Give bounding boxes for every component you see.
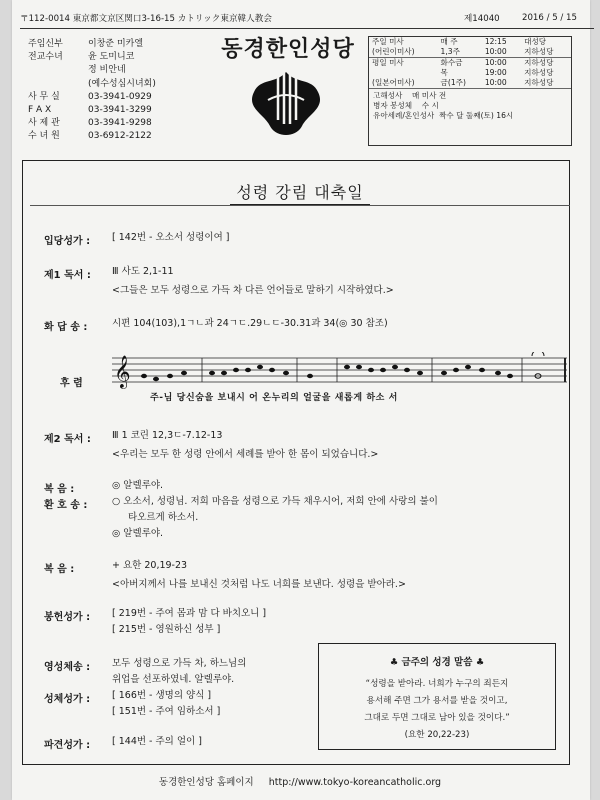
offertory-hymn-2: [ 215번 - 영원하신 성부 ] — [112, 624, 221, 635]
scripture-line: “성령을 받아라. 너희가 누구의 죄든지 — [365, 679, 509, 689]
alleluia-text: ◎ 알렐루야. — [112, 480, 164, 491]
scripture-reference: (요한 20,22-23) — [404, 730, 470, 740]
mass-table: 주일 미사 매 주 12:15 대성당 (어린이미사) 1,3주 10:00 지하성당 평일 미사 화수금 10:00 지하성당 목 19:00 지하성당 (일본어미사) 금(1주) 10:00 지하성당 — [369, 37, 571, 88]
staff-row: 전교수녀 윤 도미니코 — [28, 52, 135, 63]
issue-number: 제14040 — [464, 14, 500, 24]
staff-row: 사 무 실 03-3941-0929 — [28, 91, 152, 102]
acclamation-line1: ○ 오소서, 성령님. 저희 마음을 성령으로 가득 채우시어, 저희 안에 사랑의 불이 — [112, 496, 438, 507]
first-reading-label: 제1 독서 : — [44, 270, 91, 281]
gospel-ref: + 요한 20,19-23 — [112, 560, 188, 571]
offertory-hymn-1: [ 219번 - 주여 몸과 맘 다 바치오니 ] — [112, 608, 267, 619]
offertory-label: 봉헌성가 : — [44, 612, 91, 623]
staff-row: 주임신부 이창준 미카엘 — [28, 39, 144, 49]
svg-text:𝄞: 𝄞 — [114, 355, 131, 388]
communion-hymn-label: 성체성가 : — [44, 694, 91, 705]
staff-row: 수 녀 원 03-6912-2122 — [28, 131, 152, 142]
gospel-label: 복 음 : — [44, 564, 75, 575]
church-logo-icon — [238, 64, 334, 144]
communion-hymn-2: [ 151번 - 주여 임하소서 ] — [112, 706, 221, 717]
alleluia-label: 복 음 : — [44, 484, 75, 495]
second-reading-ref: Ⅲ 1 코린 12,3ㄷ-7.12-13 — [112, 430, 223, 441]
staff-row: 정 비안네 — [88, 65, 126, 76]
church-address: 〒112-0014 東京都文京区関口3-16-15 カトリック東京韓人教会 — [20, 14, 272, 24]
refrain-label: 후 렴 — [60, 378, 83, 389]
homepage-link[interactable]: http://www.tokyo-koreancatholic.org — [268, 777, 442, 788]
first-reading-ref: Ⅲ 사도 2,1-11 — [112, 266, 174, 277]
sacrament-info: 고해성사 매 미사 전 병자 봉성체 수 시 유아세례/혼인성사 짝수 달 둘째(토) 16시 — [369, 88, 571, 123]
title-rule — [30, 205, 570, 206]
second-reading-summary: <우리는 모두 한 성령 안에서 세례를 받아 한 몸이 되었습니다.> — [112, 449, 379, 460]
footer-label: 동경한인성당 홈페이지 — [158, 777, 254, 788]
acclamation-label: 환 호 송 : — [44, 500, 88, 511]
feast-title: 성령 강림 대축일 — [0, 180, 600, 203]
communion-antiphon-line2: 위업을 선포하였네. 알렐루야. — [112, 674, 235, 685]
staff-directory — [28, 38, 198, 144]
weekly-scripture-title: ♣ 금주의 성경 말씀 ♣ — [389, 657, 485, 668]
gospel-summary: <아버지께서 나를 보내신 것처럼 나도 너희를 보낸다. 성령을 받아라.> — [112, 579, 406, 590]
mass-schedule-box — [368, 36, 572, 146]
issue-date: 2016 / 5 / 15 — [522, 13, 577, 23]
weekly-scripture-box — [318, 643, 556, 750]
first-reading-summary: <그들은 모두 성령으로 가득 차 다른 언어들로 말하기 시작하였다.> — [112, 285, 394, 296]
psalm-text: 시편 104(103),1ㄱㄴ과 24ㄱㄷ.29ㄴㄷ-30.31과 34(◎ 30 참조) — [112, 318, 388, 329]
scripture-line: 그대로 두면 그대로 남아 있을 것이다.” — [364, 713, 510, 723]
staff-row: (예수성심시녀회) — [88, 78, 156, 89]
entrance-hymn-label: 입당성가 : — [44, 236, 91, 247]
refrain-music-staff — [112, 352, 567, 390]
recessional-hymn: [ 144번 - 주의 얼이 ] — [112, 736, 202, 747]
footer — [0, 774, 600, 788]
recessional-label: 파견성가 : — [44, 740, 91, 751]
scripture-line: 용서해 주면 그가 용서를 받을 것이고, — [366, 696, 508, 706]
entrance-hymn-text: [ 142번 - 오소서 성령이여 ] — [112, 232, 230, 243]
staff-row: 사 제 관 03-3941-9298 — [28, 118, 152, 129]
header-line — [20, 8, 594, 28]
sunday-mass-label: 주일 미사 — [372, 37, 404, 46]
staff-row: F A X 03-3941-3299 — [28, 105, 152, 116]
weekday-mass-label: 평일 미사 — [369, 58, 438, 69]
psalm-label: 화 답 송 : — [44, 322, 88, 333]
acclamation-line2: 타오르게 하소서. — [128, 512, 199, 523]
communion-antiphon-label: 영성체송 : — [44, 662, 91, 673]
church-name-title: 동경한인성당 — [221, 36, 355, 62]
second-reading-label: 제2 독서 : — [44, 434, 91, 445]
communion-hymn-1: [ 166번 - 생명의 양식 ] — [112, 690, 212, 701]
acclamation-line3: ◎ 알렐루야. — [112, 528, 164, 539]
communion-antiphon-line1: 모두 성령으로 가득 차, 하느님의 — [112, 658, 247, 669]
header-rule — [20, 28, 594, 29]
refrain-lyrics: 주-님 당신숨을 보내시 어 온누리의 얼굴을 새롭게 하소 서 — [150, 393, 398, 403]
